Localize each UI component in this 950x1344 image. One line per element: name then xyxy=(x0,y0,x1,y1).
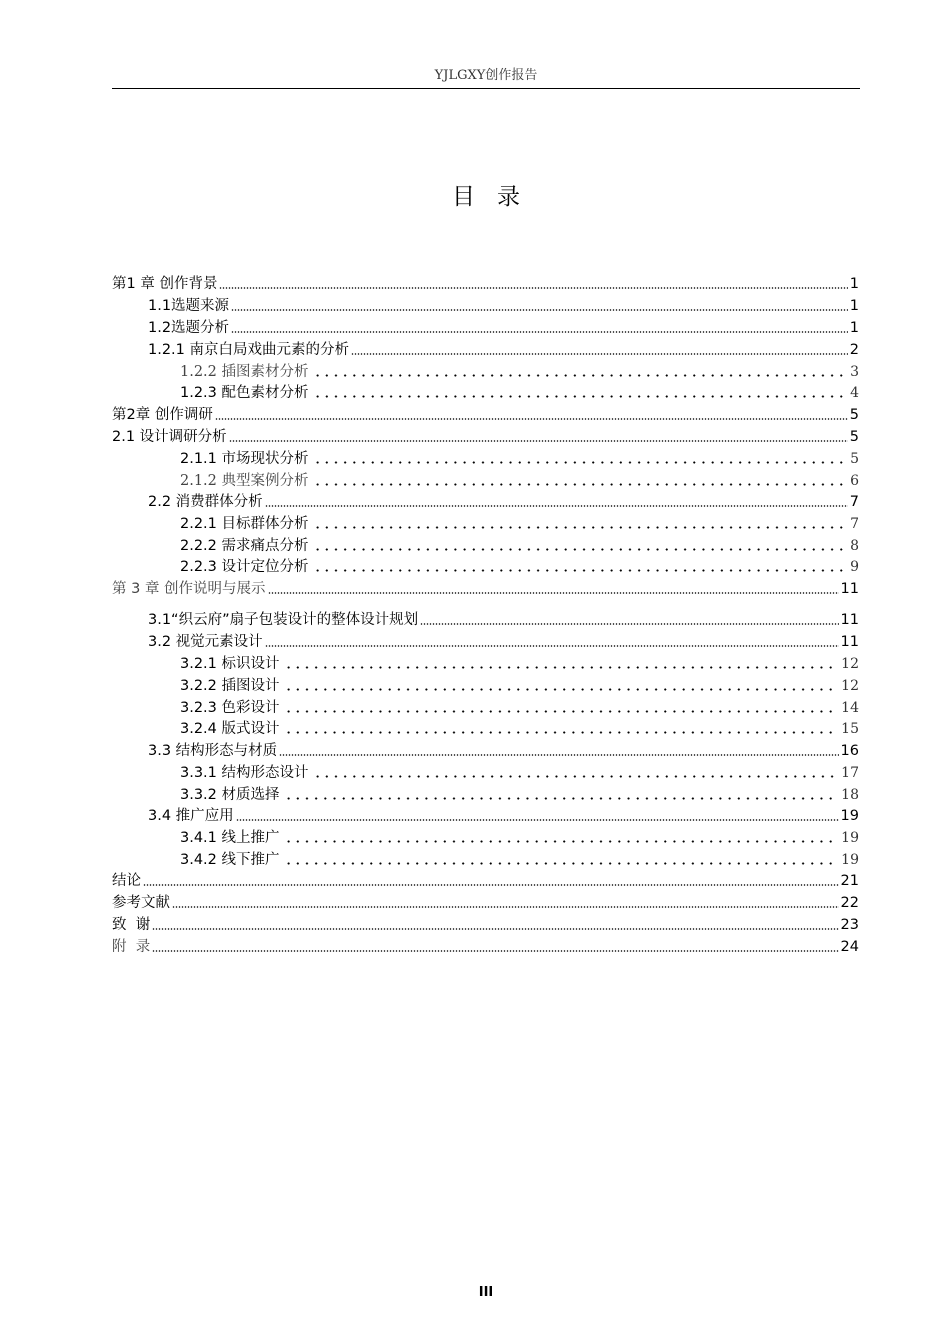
toc-entry[interactable] xyxy=(112,675,859,695)
toc-entry-page: 5 xyxy=(849,429,859,445)
toc-entry-page: 22 xyxy=(840,895,859,911)
toc-leader-dots xyxy=(268,592,839,594)
running-header: YJLGXY创作报告 xyxy=(434,68,538,83)
toc-entry-page: 4 xyxy=(850,385,859,401)
toc-title-char-1: 目 xyxy=(452,184,475,210)
toc-entry[interactable] xyxy=(112,513,859,533)
toc-entry-page: 5 xyxy=(850,451,859,467)
toc-entry-page: 1 xyxy=(849,320,859,336)
toc-entry-page: 11 xyxy=(840,612,859,628)
toc-entry-label: 2.1 设计调研分析 xyxy=(112,429,227,445)
toc-entry-page: 19 xyxy=(841,830,859,846)
toc-entry-page: 18 xyxy=(841,787,859,803)
toc-entry-page: 17 xyxy=(841,765,859,781)
toc-leader-dots xyxy=(172,906,839,908)
toc-entry-label: 1.2选题分析 xyxy=(148,320,230,336)
toc-leader-dots xyxy=(229,440,848,442)
toc-entry-page: 14 xyxy=(841,700,859,716)
toc-leader-dots xyxy=(279,754,838,756)
toc-entry[interactable] xyxy=(112,805,859,825)
toc-entry[interactable] xyxy=(112,404,859,424)
toc-entry[interactable] xyxy=(112,491,859,511)
toc-entry-label: 参考文献 xyxy=(112,895,170,911)
toc-entry-page: 7 xyxy=(850,516,859,532)
toc-leader-dots xyxy=(215,418,848,420)
toc-entry-label: 致 谢 xyxy=(112,917,151,933)
toc-entry[interactable] xyxy=(112,784,859,804)
toc-entry-label: 1.2.1 南京白局戏曲元素的分析 xyxy=(148,342,350,358)
toc-leader-dots xyxy=(236,819,839,821)
toc-entry-page: 23 xyxy=(840,917,859,933)
toc-leader-dots xyxy=(313,548,847,551)
toc-entry[interactable] xyxy=(112,936,859,956)
toc-leader-dots xyxy=(219,287,847,289)
toc-entry-label: 第 3 章 创作说明与展示 xyxy=(112,581,266,597)
toc-entry-label: 3.2.3 色彩设计 xyxy=(180,700,280,716)
toc-entry-label: 3.3.1 结构形态设计 xyxy=(180,765,309,781)
toc-leader-dots xyxy=(313,775,838,778)
toc-entry-page: 8 xyxy=(850,538,859,554)
toc-entry-page: 24 xyxy=(840,939,859,955)
toc-leader-dots xyxy=(313,461,847,464)
toc-entry[interactable] xyxy=(112,892,859,912)
toc-entry-label: 2.2.1 目标群体分析 xyxy=(180,516,309,532)
toc-entry[interactable] xyxy=(112,849,859,869)
toc-entry[interactable] xyxy=(112,762,859,782)
toc-entry[interactable] xyxy=(112,556,859,576)
toc-entry[interactable] xyxy=(112,609,859,629)
toc-entry-label: 2.1.2 典型案例分析 xyxy=(180,473,309,489)
toc-entry[interactable] xyxy=(112,448,859,468)
toc-entry-label: 1.2.3 配色素材分析 xyxy=(180,385,309,401)
toc-entry-page: 21 xyxy=(840,873,859,889)
toc-leader-dots xyxy=(284,710,838,713)
toc-entry-page: 11 xyxy=(840,634,859,650)
toc-entry[interactable] xyxy=(112,273,859,293)
toc-leader-dots xyxy=(152,928,838,930)
toc-leader-dots xyxy=(313,374,847,377)
toc-leader-dots xyxy=(284,666,838,669)
toc-entry-label: 3.4.2 线下推广 xyxy=(180,852,280,868)
toc-entry-label: 3.3 结构形态与材质 xyxy=(148,743,278,759)
toc-leader-dots xyxy=(313,569,847,572)
toc-entry-page: 12 xyxy=(841,678,859,694)
toc-leader-dots xyxy=(284,797,838,800)
toc-entry-label: 第2章 创作调研 xyxy=(112,407,213,423)
toc-leader-dots xyxy=(284,688,838,691)
toc-entry-page: 15 xyxy=(841,721,859,737)
toc-leader-dots xyxy=(265,645,839,647)
toc-entry-label: 2.2 消费群体分析 xyxy=(148,494,263,510)
toc-leader-dots xyxy=(265,505,848,507)
toc-entry[interactable] xyxy=(112,382,859,402)
toc-entry-page: 19 xyxy=(840,808,859,824)
page-number: III xyxy=(478,1285,494,1300)
toc-entry[interactable] xyxy=(112,653,859,673)
toc-entry-page: 16 xyxy=(840,743,859,759)
toc-entry[interactable] xyxy=(112,827,859,847)
toc-entry[interactable] xyxy=(112,870,859,890)
toc-leader-dots xyxy=(313,483,847,486)
toc-entry-label: 3.2.4 版式设计 xyxy=(180,721,280,737)
toc-entry-page: 11 xyxy=(840,581,859,597)
toc-entry-label: 结论 xyxy=(112,873,141,889)
toc-entry-page: 6 xyxy=(850,473,859,489)
toc-entry-page: 9 xyxy=(850,559,859,575)
toc-entry[interactable] xyxy=(112,697,859,717)
toc-entry[interactable] xyxy=(112,535,859,555)
toc-entry[interactable] xyxy=(112,426,859,446)
toc-entry-label: 3.2.1 标识设计 xyxy=(180,656,280,672)
toc-entry[interactable] xyxy=(112,631,859,651)
toc-entry-page: 7 xyxy=(849,494,859,510)
header-divider xyxy=(112,88,860,89)
toc-leader-dots xyxy=(284,731,838,734)
toc-entry-label: 3.1“织云府”扇子包装设计的整体设计规划 xyxy=(148,612,419,628)
toc-entry[interactable] xyxy=(112,295,859,315)
toc-entry-page: 2 xyxy=(849,342,859,358)
toc-leader-dots xyxy=(152,950,838,952)
toc-leader-dots xyxy=(351,353,848,355)
toc-entry[interactable] xyxy=(112,578,859,598)
toc-entry-page: 19 xyxy=(841,852,859,868)
toc-entry-page: 3 xyxy=(850,364,859,380)
toc-leader-dots xyxy=(231,309,848,311)
toc-entry-page: 5 xyxy=(849,407,859,423)
toc-entry-label: 3.4 推广应用 xyxy=(148,808,234,824)
toc-title-char-2: 录 xyxy=(497,184,520,210)
toc-entry-page: 1 xyxy=(849,298,859,314)
toc-entry-label: 3.2 视觉元素设计 xyxy=(148,634,263,650)
toc-entry[interactable] xyxy=(112,339,859,359)
toc-title xyxy=(112,178,860,211)
toc-leader-dots xyxy=(143,884,839,886)
toc-entry-label: 附 录 xyxy=(112,939,151,955)
toc-entry[interactable] xyxy=(112,718,859,738)
toc-entry-page: 12 xyxy=(841,656,859,672)
toc-entry-label: 3.3.2 材质选择 xyxy=(180,787,280,803)
toc-entry-label: 2.2.3 设计定位分析 xyxy=(180,559,309,575)
toc-entry-page: 1 xyxy=(849,276,859,292)
toc-entry-label: 2.1.1 市场现状分析 xyxy=(180,451,309,467)
toc-entry-label: 第1 章 创作背景 xyxy=(112,276,218,292)
toc-leader-dots xyxy=(313,526,847,529)
toc-entry-label: 3.4.1 线上推广 xyxy=(180,830,280,846)
toc-entry[interactable] xyxy=(112,470,859,490)
toc-entry-label: 1.2.2 插图素材分析 xyxy=(180,364,309,380)
toc-entry-label: 2.2.2 需求痛点分析 xyxy=(180,538,309,554)
toc-entry[interactable] xyxy=(112,914,859,934)
toc-entry[interactable] xyxy=(112,740,859,760)
toc-entry-label: 3.2.2 插图设计 xyxy=(180,678,280,694)
toc-entry-label: 1.1选题来源 xyxy=(148,298,230,314)
toc-entry[interactable] xyxy=(112,317,859,337)
toc-leader-dots xyxy=(284,840,838,843)
toc-entry[interactable] xyxy=(112,361,859,381)
toc-leader-dots xyxy=(284,862,838,865)
toc-leader-dots xyxy=(231,331,848,333)
toc-leader-dots xyxy=(313,395,847,398)
toc-leader-dots xyxy=(420,623,838,625)
